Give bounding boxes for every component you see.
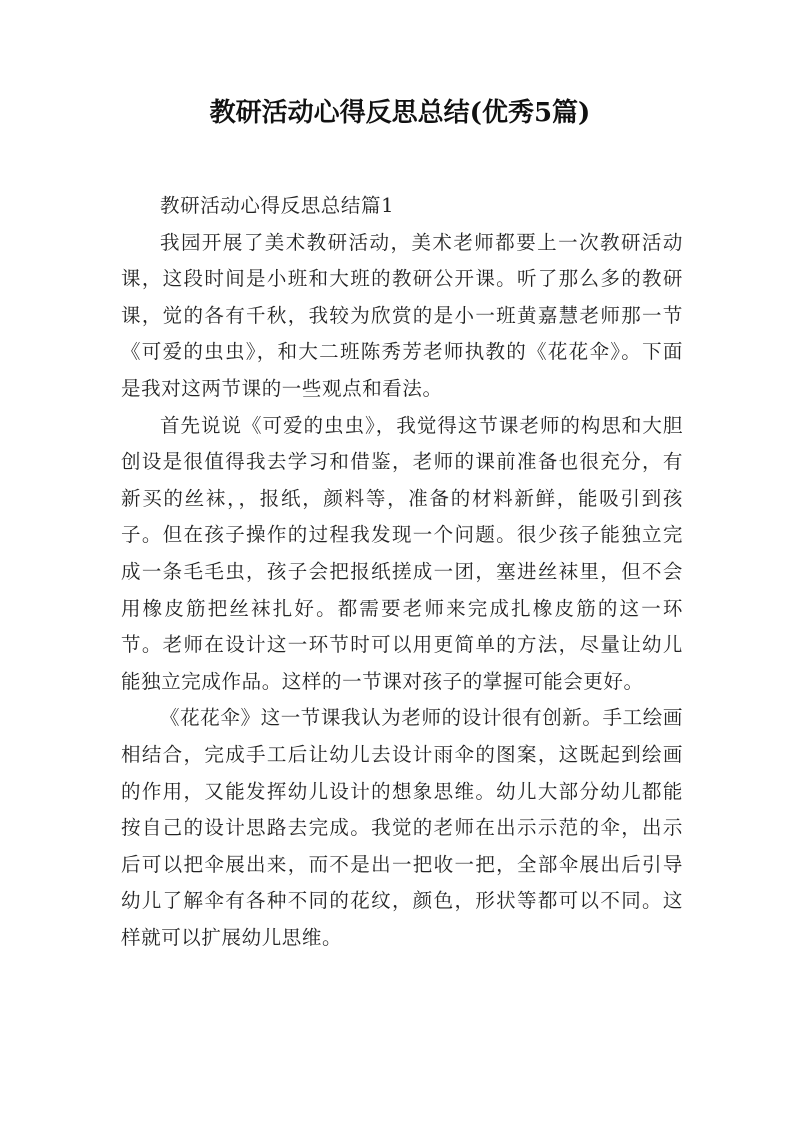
document-body — [121, 188, 683, 956]
paragraph: 我园开展了美术教研活动，美术老师都要上一次教研活动课，这段时间是小班和大班的教研公开课。听了那么多的教研课，觉的各有千秋，我较为欣赏的是小一班黄嘉慧老师那一节《可爱的虫虫》，和大二班陈秀芳老师执教的《花花伞》。下面是我对这两节课的一些观点和看法。 — [121, 230, 683, 400]
document-title: 教研活动心得反思总结(优秀5篇) — [209, 98, 591, 128]
section-heading: 教研活动心得反思总结篇1 — [160, 194, 395, 217]
paragraph: 首先说说《可爱的虫虫》，我觉得这节课老师的构思和大胆创设是很值得我去学习和借鉴，老师的课前准备也很充分，有新买的丝袜，，报纸，颜料等，准备的材料新鲜，能吸引到孩子。但在孩子操作的过程我发现一个问题。很少孩子能独立完成一条毛毛虫，孩子会把报纸搓成一团，塞进丝袜里，但不会用橡皮筋把丝袜扎好。都需要老师来完成扎橡皮筋的这一环节。老师在设计这一环节时可以用更简单的方法，尽量让幼儿能独立完成作品。这样的一节课对孩子的掌握可能会更好。 — [121, 413, 683, 693]
paragraph: 《花花伞》这一节课我认为老师的设计很有创新。手工绘画相结合，完成手工后让幼儿去设计雨伞的图案，这既起到绘画的作用，又能发挥幼儿设计的想象思维。幼儿大部分幼儿都能按自己的设计思路去完成。我觉的老师在出示示范的伞，出示后可以把伞展出来，而不是出一把收一把，全部伞展出后引导幼儿了解伞有各种不同的花纹，颜色，形状等都可以不同。这样就可以扩展幼儿思维。 — [121, 706, 683, 949]
